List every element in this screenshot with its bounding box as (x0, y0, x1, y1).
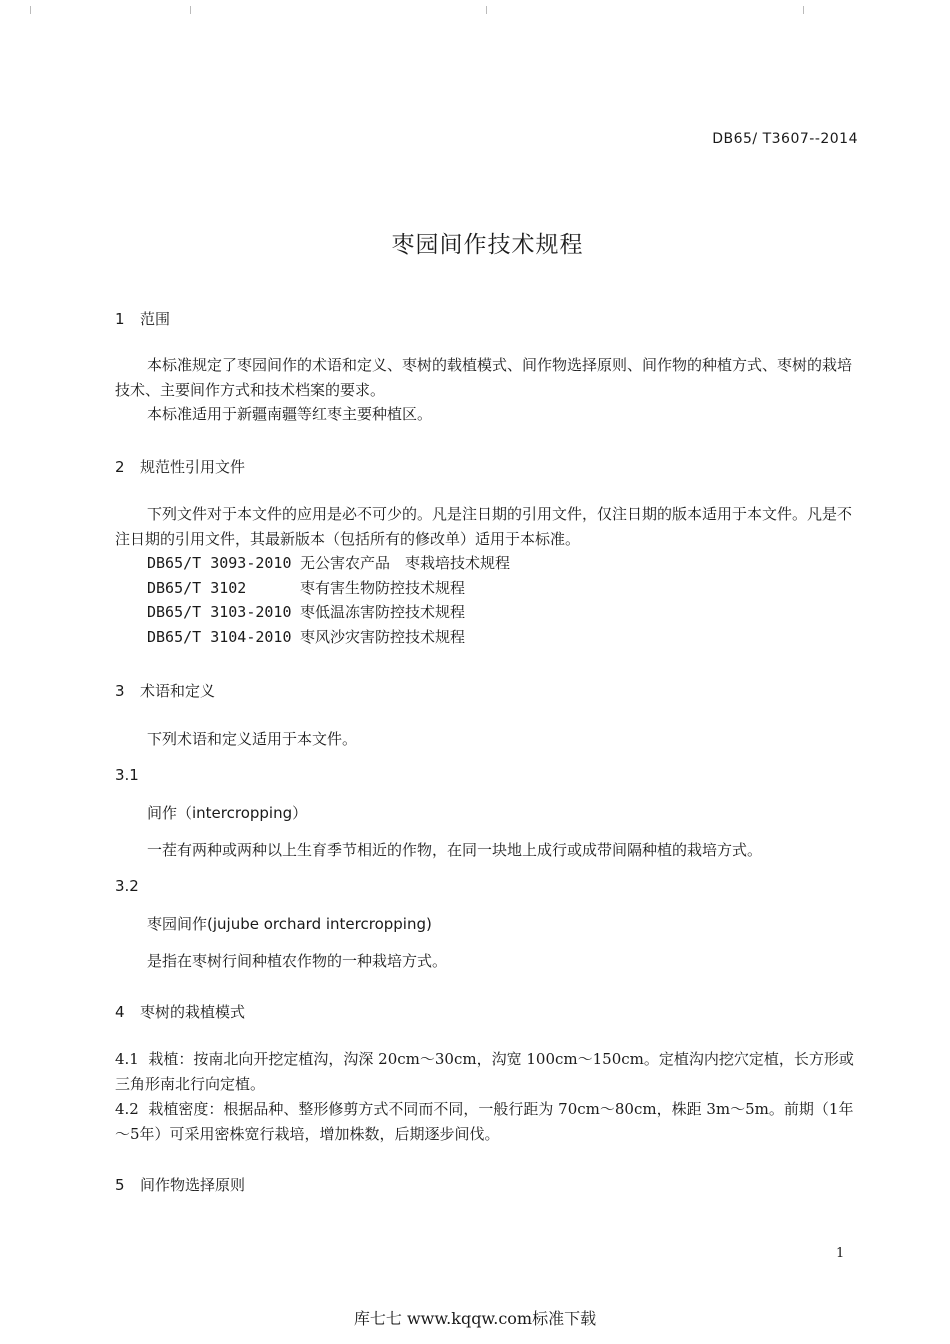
clause-4-2 (115, 1097, 860, 1146)
section-number: 4 (115, 1003, 125, 1021)
document-code: DB65/ T3607--2014 (712, 131, 858, 147)
reference-title: 枣有害生物防控技术规程 (300, 579, 466, 597)
scan-mark (803, 6, 804, 14)
section-number: 5 (115, 1176, 125, 1194)
reference-title: 枣低温冻害防控技术规程 (300, 603, 466, 621)
scan-mark (486, 6, 487, 14)
term-name: 枣园间作(jujube orchard intercropping) (147, 915, 432, 933)
section-title: 术语和定义 (140, 682, 216, 700)
section-title: 规范性引用文件 (140, 458, 246, 476)
section-1-paragraph-2: 本标准适用于新疆南疆等红枣主要种植区。 (147, 405, 433, 423)
section-4-heading (115, 1001, 245, 1022)
reference-title: 枣风沙灾害防控技术规程 (300, 628, 466, 646)
reference-code: DB65/T 3104-2010 (147, 628, 292, 646)
clause-number: 4.2 (115, 1100, 139, 1118)
section-2-paragraph-1: 下列文件对于本文件的应用是必不可少的。凡是注日期的引用文件，仅注日期的版本适用于本文件。凡是不注日期的引用文件，其最新版本（包括所有的修改单）适用于本标准。 (115, 505, 853, 548)
section-1-paragraph-1: 本标准规定了枣园间作的术语和定义、枣树的载植模式、间作物选择原则、间作物的种植方式、枣树的栽培技术、主要间作方式和技术档案的要求。 (115, 356, 853, 399)
page-title: 枣园间作技术规程 (391, 232, 584, 258)
reference-item (147, 552, 510, 573)
reference-code: DB65/T 3093-2010 (147, 554, 292, 572)
section-title: 范围 (140, 310, 171, 328)
scan-mark (30, 6, 31, 14)
term-name: 间作（intercropping） (147, 804, 308, 822)
section-2-heading (115, 456, 245, 477)
term-number: 3.2 (115, 877, 139, 895)
reference-code: DB65/T 3102 (147, 579, 247, 597)
term-definition: 是指在枣树行间种植农作物的一种栽培方式。 (147, 952, 448, 970)
section-title: 间作物选择原则 (140, 1176, 246, 1194)
term-definition: 一茬有两种或两种以上生育季节相近的作物，在同一块地上成行或成带间隔种植的栽培方式。 (147, 841, 763, 859)
term-number: 3.1 (115, 766, 139, 784)
scan-mark (190, 6, 191, 14)
section-3-intro: 下列术语和定义适用于本文件。 (147, 730, 358, 748)
reference-item (147, 577, 465, 598)
section-title: 枣树的栽植模式 (140, 1003, 246, 1021)
section-number: 3 (115, 682, 125, 700)
footer-watermark: 库七七 www.kqqw.com标准下载 (353, 1309, 597, 1328)
section-3-heading (115, 680, 215, 701)
clause-text: 栽植：按南北向开挖定植沟，沟深 20cm～30cm，沟宽 100cm～150cm。定植沟内挖穴定植，长方形或三角形南北行向定植。 (115, 1050, 854, 1093)
reference-item (147, 601, 465, 622)
page-number: 1 (836, 1246, 845, 1261)
section-number: 2 (115, 458, 125, 476)
clause-4-1 (115, 1047, 860, 1096)
clause-number: 4.1 (115, 1050, 139, 1068)
clause-text: 栽植密度：根据品种、整形修剪方式不同而不同，一般行距为 70cm～80cm，株距 3m～5m。前期（1年～5年）可采用密株宽行栽培，增加株数，后期逐步间伐。 (115, 1100, 854, 1143)
section-number: 1 (115, 310, 125, 328)
reference-code: DB65/T 3103-2010 (147, 603, 292, 621)
reference-item (147, 626, 465, 647)
section-5-heading (115, 1174, 245, 1195)
reference-title: 无公害农产品 枣栽培技术规程 (300, 554, 511, 572)
section-1-heading (115, 308, 170, 329)
